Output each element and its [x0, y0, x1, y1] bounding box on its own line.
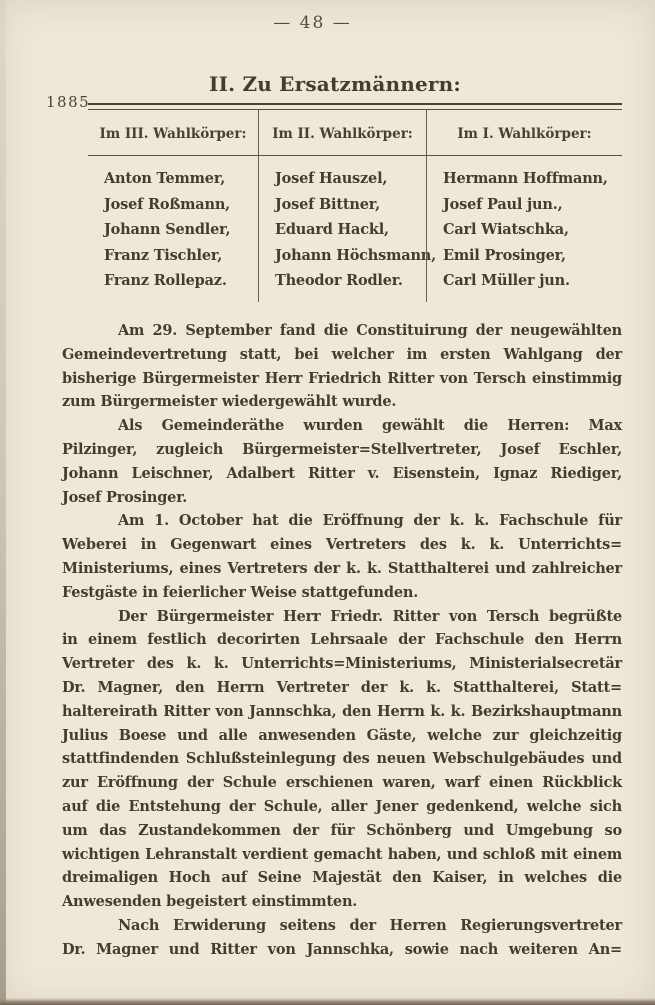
name-list — [259, 156, 436, 302]
name-list — [88, 156, 258, 302]
table-row: Josef Bittner, — [275, 195, 380, 213]
table-row: Franz Rollepaz. — [104, 272, 227, 289]
text-line: zum Bürgermeister wiedergewählt wurde. — [62, 393, 397, 411]
table-row: Johann Höchsmann, — [275, 246, 436, 264]
text-line: stattfindenden Schlußsteinlegung des neuen Webschulgebäudes und — [62, 750, 622, 768]
paragraph-2 — [62, 414, 622, 509]
table-column-2 — [258, 110, 436, 302]
text-line: zur Eröffnung der Schule erschienen waren, warf einen Rückblick — [62, 774, 622, 792]
margin-year: 1885 — [46, 93, 91, 111]
table-row: Emil Prosinger, — [443, 246, 566, 264]
text-line: auf die Entstehung der Schule, aller Jener gedenkend, welche sich — [62, 797, 622, 815]
text-line: Als Gemeinderäthe wurden gewählt die Herren: Max — [118, 417, 622, 435]
text-line: Julius Boese und alle anwesenden Gäste, welche zur gleichzeitig — [62, 726, 622, 744]
table-row: Josef Paul jun., — [443, 195, 563, 213]
column-header: Im III. Wahlkörper: — [88, 110, 258, 156]
text-line: Nach Erwiderung seitens der Herren Regierungsvertreter — [118, 916, 622, 934]
text-line: Anwesenden begeistert einstimmten. — [62, 893, 358, 911]
table-columns — [88, 110, 622, 302]
table-column-1 — [88, 110, 258, 302]
table-row: Franz Tischler, — [104, 246, 223, 264]
column-header: Im II. Wahlkörper: — [259, 110, 426, 156]
page-number: — 48 — — [273, 13, 352, 33]
text-line: dreimaligen Hoch auf Seine Majestät den Kaiser, in welches die — [62, 869, 622, 887]
text-line: Gemeindevertretung statt, bei welcher im ersten Wahlgang der — [62, 345, 622, 363]
table-row: Josef Roßmann, — [104, 195, 231, 213]
text-line: Am 29. September fand die Constituirung der neugewählten — [118, 322, 622, 339]
text-line: wichtigen Lehranstalt verdient gemacht haben, und schloß mit einem — [62, 845, 622, 863]
text-line: Vertreter des k. k. Unterrichts=Ministeriums, Ministerialsecretär — [62, 655, 622, 673]
table-row: Hermann Hoffmann, — [443, 170, 608, 187]
name-list — [427, 156, 622, 302]
section-heading: II. Zu Ersatzmännern: — [209, 72, 461, 96]
text-line: bisherige Bürgermeister Herr Friedrich Ritter von Tersch einstimmig — [62, 369, 622, 387]
text-line: Dr. Magner und Ritter von Jannschka, sowie nach weiteren An= — [62, 940, 622, 958]
column-header: Im I. Wahlkörper: — [427, 110, 622, 156]
table-column-3 — [426, 110, 622, 302]
body-text — [62, 319, 622, 962]
text-line: Am 1. October hat die Eröffnung der k. k. Fachschule für — [118, 512, 622, 530]
table-row: Eduard Hackl, — [275, 221, 389, 238]
text-line: Dr. Magner, den Herrn Vertreter der k. k. Statthalterei, Statt= — [62, 678, 622, 696]
table-row: Anton Temmer, — [104, 170, 226, 187]
table-row: Carl Wiatschka, — [443, 221, 569, 238]
text-line: um das Zustandekommen der für Schönberg und Umgebung so — [62, 821, 622, 839]
paragraph-3 — [62, 509, 622, 604]
text-line: Josef Prosinger. — [62, 488, 188, 506]
text-line: haltereirath Ritter von Jannschka, den Herrn k. k. Bezirkshauptmann — [62, 702, 622, 720]
text-line: Pilzinger, zugleich Bürgermeister=Stellvertreter, Josef Eschler, — [62, 440, 622, 458]
scan-edge-bottom — [0, 998, 655, 1005]
scan-edge-left — [0, 0, 6, 1005]
paragraph-5 — [62, 914, 622, 962]
text-line: Johann Leischner, Adalbert Ritter v. Eisenstein, Ignaz Riediger, — [62, 464, 622, 482]
paragraph-1 — [62, 319, 622, 414]
text-line: Weberei in Gegenwart eines Vertreters des k. k. Unterrichts= — [62, 536, 622, 554]
text-line: Festgäste in feierlicher Weise stattgefunden. — [62, 583, 419, 601]
table-row: Carl Müller jun. — [443, 272, 570, 289]
table-row: Johann Sendler, — [104, 221, 231, 238]
text-line: Ministeriums, eines Vertreters der k. k. Statthalterei und zahlreicher — [62, 559, 622, 577]
paragraph-4 — [62, 605, 622, 914]
wahlkoerper-table — [88, 103, 622, 302]
table-row: Theodor Rodler. — [275, 272, 403, 289]
table-top-rule — [88, 103, 622, 110]
table-row: Josef Hauszel, — [275, 170, 388, 187]
text-line: Der Bürgermeister Herr Friedr. Ritter von Tersch begrüßte — [118, 607, 622, 625]
text-line: in einem festlich decorirten Lehrsaale der Fachschule den Herrn — [62, 631, 622, 649]
